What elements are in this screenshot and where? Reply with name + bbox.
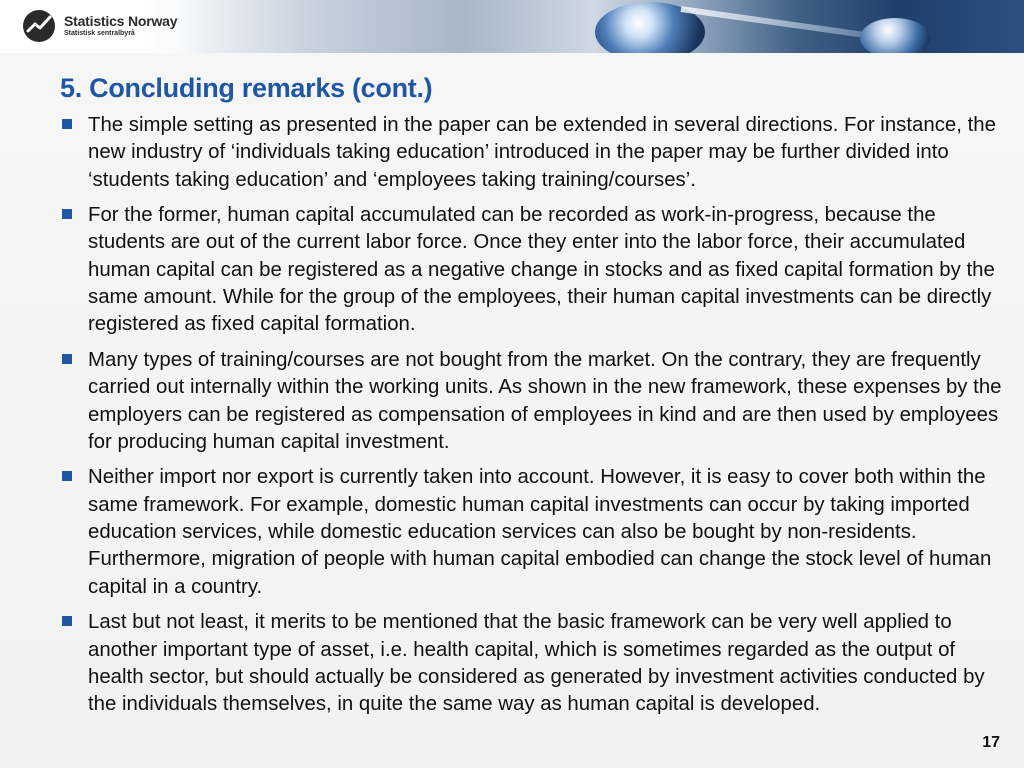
list-item-text: Neither import nor export is currently taken into account. However, it is easy to cover both within the same framework. For example, domestic human capital investments can occur by taking imported education services, while domestic education services can also be bought by non-residents. Furthermore, migration of people with human capital embodied can change the stock level of human capital in a country. [88, 466, 992, 598]
list-item-text: The simple setting as presented in the paper can be extended in several directions. For instance, the new industry of ‘individuals taking education’ introduced in the paper may be further divided into ‘students taking education’ and ‘employees taking training/courses’. [88, 114, 996, 191]
logo-name: Statistics Norway [64, 13, 178, 29]
list-item [60, 347, 1008, 456]
list-item [60, 609, 1008, 718]
list-item-text: Last but not least, it merits to be mentioned that the basic framework can be very well applied to another important type of asset, i.e. health capital, which is sometimes regarded as the output of health sector, but should actually be considered as generated by investment activities conducted by the individuals themselves, in quite the same way as human capital is developed. [88, 611, 985, 716]
logo [0, 0, 200, 53]
page-title: 5. Concluding remarks (cont.) [60, 73, 433, 103]
square-bullet-icon [62, 471, 72, 481]
list-item-text: Many types of training/courses are not bought from the market. On the contrary, they are frequently carried out internally within the working units. As shown in the new framework, these expenses by the employers can be registered as compensation of employees in kind and are then used by employees for producing human capital investment. [88, 348, 1002, 453]
bullet-list [60, 112, 1008, 727]
banner-sphere-decoration [860, 18, 930, 53]
list-item-text: For the former, human capital accumulated can be recorded as work-in-progress, because the students are out of the current labor force. Once they enter into the labor force, their accumulated human capital can be registered as a negative change in stocks and as fixed capital formation by the same amount. While for the group of the employees, their human capital investments can be directly registered as fixed capital formation. [88, 204, 995, 336]
list-item [60, 464, 1008, 600]
list-item [60, 112, 1008, 194]
square-bullet-icon [62, 209, 72, 219]
banner-line-decoration [681, 6, 880, 40]
page-number: 17 [982, 734, 1000, 751]
ssb-logo-icon [22, 9, 56, 43]
header-banner [0, 0, 1024, 53]
square-bullet-icon [62, 119, 72, 129]
logo-subtitle: Statistisk sentralbyrå [64, 30, 135, 37]
square-bullet-icon [62, 354, 72, 364]
list-item [60, 202, 1008, 338]
square-bullet-icon [62, 616, 72, 626]
